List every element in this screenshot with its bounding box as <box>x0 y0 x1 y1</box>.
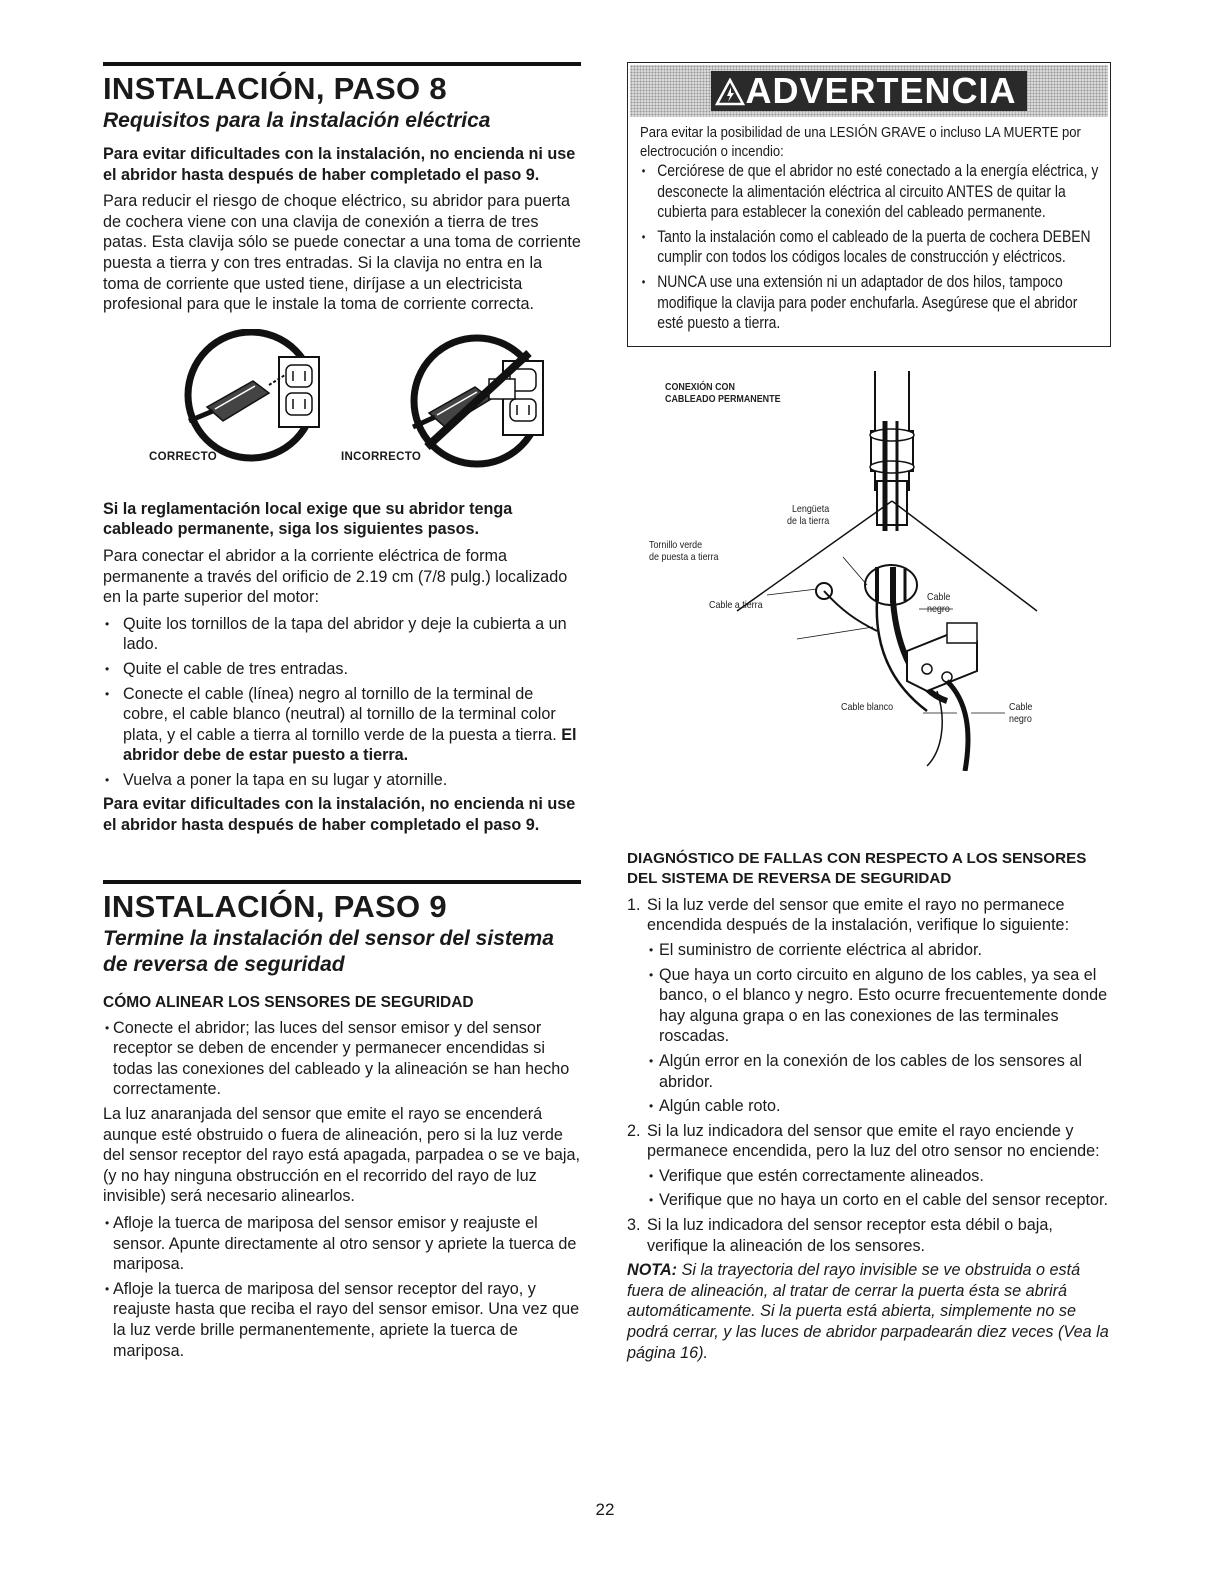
item-number: 2. <box>627 1121 641 1140</box>
label-cable-negro <box>927 591 950 615</box>
label-line: Cable <box>927 590 951 603</box>
wiring-figure <box>627 371 1111 771</box>
list-item: • Quite los tornillos de la tapa del abridor y deje la cubierta a un lado. <box>103 614 581 655</box>
warning-title-text: ADVERTENCIA <box>745 70 1017 111</box>
permanent-wiring-text: Para conectar el abridor a la corriente eléctrica de forma permanente a través del orificio de 2.19 cm (7/8 pulg.) localizado en la parte superior del motor: <box>103 546 568 607</box>
section-rule <box>103 880 581 884</box>
sub-list <box>647 940 1111 1117</box>
permanent-wiring-bold: Si la reglamentación local exige que su abridor tenga cableado permanente, siga los siguientes pasos. <box>103 499 513 539</box>
step8-intro: Para reducir el riesgo de choque eléctrico, su abridor para puerta de cochera viene con una clavija de conexión a tierra de tres patas. Esta clavija sólo se puede conectar a una toma de corriente puesta a tierra y con tres entradas. Si la clavija no entra en la toma de corriente que usted tiene, diríjase a un electricista profesional para que le instale la toma de corriente correcta. <box>103 192 581 314</box>
right-column <box>627 62 1111 1363</box>
incorrect-label: INCORRECTO <box>341 450 422 463</box>
list-item <box>627 1215 1111 1256</box>
page-number: 22 <box>595 1500 615 1519</box>
bullet-text: Conecte el cable (línea) negro al tornillo de la terminal de cobre, el cable blanco (neutral) al tornillo de la terminal color plata, y el cable a tierra al tornillo verde de la puesta a tierra. <box>123 684 557 744</box>
list-item: • Verifique que no haya un corto en el cable del sensor receptor. <box>647 1190 1111 1211</box>
correct-label: CORRECTO <box>149 450 217 463</box>
list-item: • Afloje la tuerca de mariposa del sensor emisor y reajuste el sensor. Apunte directamente al otro sensor y apriete la tuerca de mariposa. <box>103 1213 581 1275</box>
wiring-heading-line: CONEXIÓN CON <box>665 380 735 393</box>
diagnostics-heading: DIAGNÓSTICO DE FALLAS CON RESPECTO A LOS SENSORES DEL SISTEMA DE REVERSA DE SEGURIDAD <box>627 849 1087 887</box>
list-item: • El suministro de corriente eléctrica al abridor. <box>647 940 1111 961</box>
note-label: NOTA: <box>627 1261 678 1280</box>
item-number: 1. <box>627 895 641 914</box>
label-line: negro <box>1009 712 1032 725</box>
item-number: 3. <box>627 1216 641 1235</box>
item-text: Si la luz indicadora del sensor que emite el rayo enciende y permanece encendida, pero la luz del otro sensor no enciende: <box>647 1121 1100 1161</box>
label-line: de puesta a tierra <box>649 550 719 563</box>
sub-list <box>647 1166 1111 1211</box>
list-item <box>103 684 581 766</box>
label-tornillo <box>649 539 718 563</box>
warning-triangle-icon <box>715 78 745 106</box>
step8-subtitle: Requisitos para la instalación eléctrica <box>103 109 491 132</box>
label-line: de la tierra <box>787 514 830 527</box>
plug-figure <box>103 329 581 489</box>
align-list-1 <box>103 1018 581 1100</box>
item-text: Si la luz indicadora del sensor receptor esta débil o baja, verifique la alineación de los sensores. <box>647 1216 1053 1255</box>
label-cable-tierra: Cable a tierra <box>709 598 763 611</box>
warning-header <box>630 65 1108 117</box>
diagnostics-section <box>627 849 1111 1363</box>
list-item <box>627 895 1111 1117</box>
list-item: • NUNCA use una extensión ni un adaptador de dos hilos, tampoco modifique la clavija para poder enchufarla. Asegúrese que el abridor esté puesto a tierra. <box>640 272 1104 334</box>
plug-illustration <box>103 329 581 489</box>
step8-closing-bold: Para evitar dificultades con la instalación, no encienda ni use el abridor hasta después de haber completado el paso 9. <box>103 795 576 835</box>
list-item: • Conecte el abridor; las luces del sensor emisor y del sensor receptor se deben de encender y permanecer encendidas si todas las conexiones del cableado y la alineación se han hecho correctamente. <box>103 1018 581 1100</box>
list-item: • Verifique que estén correctamente alineados. <box>647 1166 1111 1187</box>
warning-text <box>640 123 1104 334</box>
left-column <box>103 62 581 1365</box>
label-line: Cable <box>1009 700 1033 713</box>
warning-title <box>711 71 1026 111</box>
note-text: Si la trayectoria del rayo invisible se ve obstruida o está fuera de alineación, al tratar de cerrar la puerta ésta se abrirá automáticamente. Si la puerta está abierta, simplemente no se podrá cerrar, y las luces de abridor parpadearán diez veces (Vea la página 16). <box>627 1261 1109 1362</box>
diagnostics-list <box>627 895 1111 1257</box>
list-item: • Tanto la instalación como el cableado de la puerta de cochera DEBEN cumplir con todos los códigos locales de construcción y eléctricos. <box>640 227 1104 268</box>
align-paragraph: La luz anaranjada del sensor que emite el rayo se encenderá aunque esté obstruido o fuera de alineación, pero si la luz verde del sensor receptor del rayo está apagada, parpadea o se ve baja, (y no hay ninguna obstrucción en el recorrido del rayo de luz invisible) será necesario alinearlos. <box>103 1105 580 1206</box>
label-line: negro <box>927 602 950 615</box>
label-lengueta <box>787 503 829 527</box>
align-heading: CÓMO ALINEAR LOS SENSORES DE SEGURIDAD <box>103 993 474 1011</box>
list-item: • Algún cable roto. <box>647 1096 1111 1117</box>
permanent-wiring-steps <box>103 614 581 791</box>
align-list-2 <box>103 1213 581 1361</box>
step8-title: INSTALACIÓN, PASO 8 <box>103 71 447 106</box>
warning-box <box>627 62 1111 347</box>
list-item: • Cerciórese de que el abridor no esté conectado a la energía eléctrica, y desconecte la alimentación eléctrica al circuito ANTES de quitar la cubierta para establecer la conexión del cableado permanente. <box>640 161 1104 223</box>
item-text: Si la luz verde del sensor que emite el rayo no permanece encendida después de la instalación, verifique lo siguiente: <box>647 895 1070 935</box>
warning-intro: Para evitar la posibilidad de una LESIÓN GRAVE o incluso LA MUERTE por electrocución o incendio: <box>640 124 1081 160</box>
step9-subtitle: Termine la instalación del sensor del sistema de reversa de seguridad <box>103 926 554 976</box>
step9-title: INSTALACIÓN, PASO 9 <box>103 888 447 924</box>
wiring-heading <box>665 381 781 405</box>
label-line: Lengüeta <box>791 502 830 515</box>
list-item: • Que haya un corto circuito en alguno de los cables, ya sea el banco, o el blanco y negro. Esto ocurre frecuentemente donde hay alguna grapa o en las conexiones de las terminales roscadas. <box>647 965 1111 1047</box>
list-item: • Vuelva a poner la tapa en su lugar y atornille. <box>103 770 581 791</box>
list-item: • Algún error en la conexión de los cables de los sensores al abridor. <box>647 1051 1111 1092</box>
section-rule <box>103 62 581 66</box>
list-item: • Quite el cable de tres entradas. <box>103 659 581 680</box>
wiring-heading-line: CABLEADO PERMANENTE <box>665 392 781 405</box>
bullet-bold: El abridor debe de estar puesto a tierra. <box>123 725 577 765</box>
step8-warning-bold: Para evitar dificultades con la instalación, no encienda ni use el abridor hasta después de haber completado el paso 9. <box>103 145 576 184</box>
list-item: • Afloje la tuerca de mariposa del sensor receptor del rayo, y reajuste hasta que reciba el rayo del sensor emisor. Una vez que la luz verde brille permanentemente, apriete la tuerca de mariposa. <box>103 1279 581 1361</box>
label-line: Tornillo verde <box>649 538 703 551</box>
label-cable-blanco: Cable blanco <box>841 700 894 713</box>
warning-list <box>640 161 1104 334</box>
label-cable-negro-2 <box>1009 701 1032 725</box>
list-item <box>627 1121 1111 1211</box>
note <box>627 1260 1111 1363</box>
